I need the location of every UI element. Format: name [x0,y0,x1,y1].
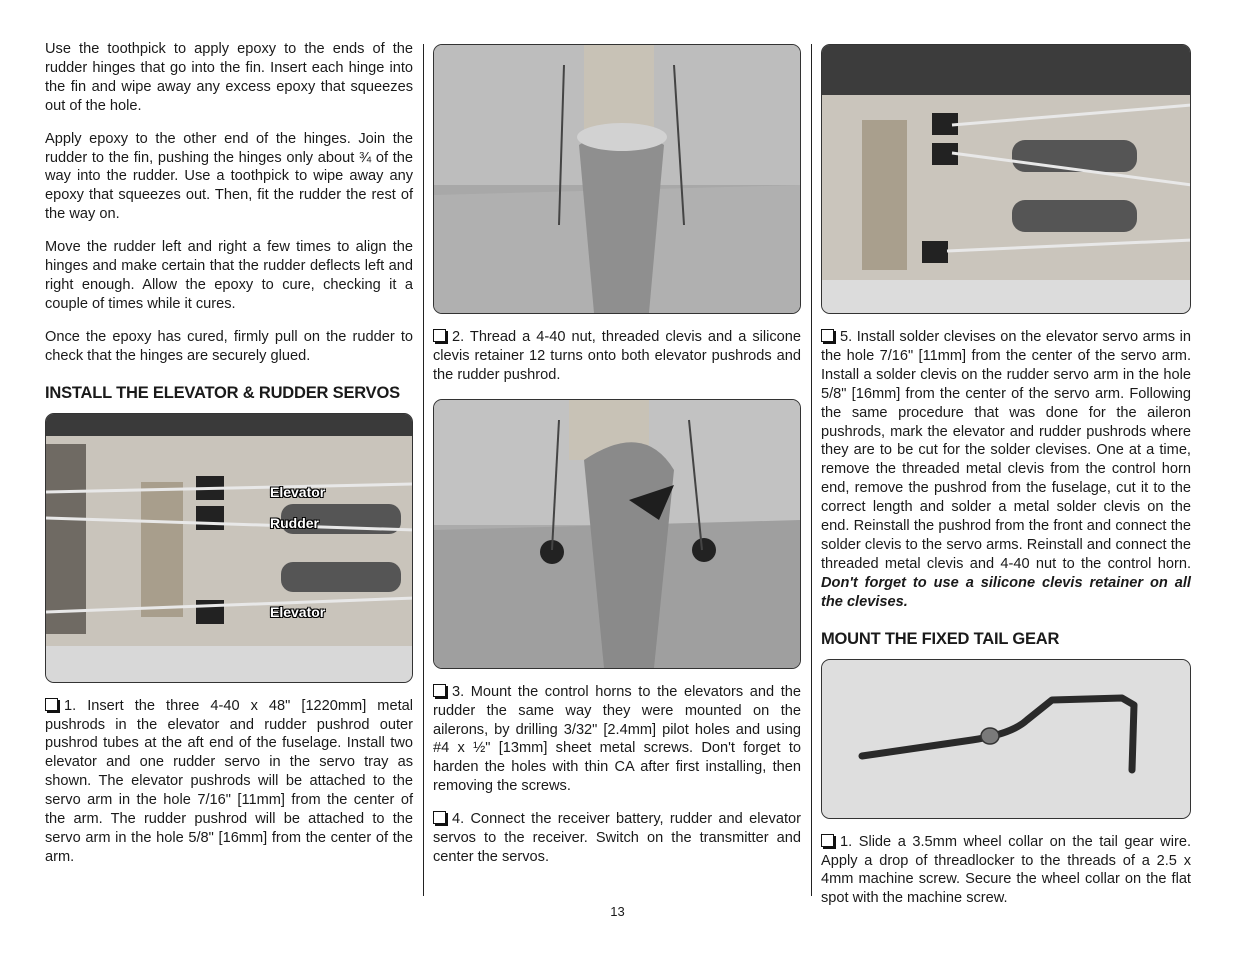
step-1: 1. Insert the three 4-40 x 48" [1220mm] metal pushrods in the elevator and rudder pushrod outer pushrod tubes at the aft end of the fuselage. Install two elevator and one rudder servo in the servo tray as shown. The elevator pushrods will be attached to the servo arm in the hole 7/16" [11mm] from the center of the arm. The rudder pushrod will be attached to the servo arm in the hole 5/8" [16mm] from the center of the arm. [45,697,413,865]
solder-clevis-photo [821,44,1191,314]
photo-label-rudder: Rudder [270,514,319,531]
section-heading: MOUNT THE FIXED TAIL GEAR [821,629,1060,648]
checkbox-icon [433,329,446,342]
paragraph: Move the rudder left and right a few times to align the hinges and make certain that the rudder deflects left and right enough. Allow the epoxy to cure, checking it a couple of times while it cures. [45,239,413,312]
column-divider [423,44,424,896]
checkbox-icon [433,811,446,824]
tail-gear-step-1: 1. Slide a 3.5mm wheel collar on the tail gear wire. Apply a drop of threadlocker to the threads of a 2.5 x 4mm machine screw. Secure the wheel collar on the flat spot with the machine screw. [821,833,1191,907]
control-horn-photo [433,399,801,669]
step-4: 4. Connect the receiver battery, rudder and elevator servos to the receiver. Switch on the transmitter and center the servos. [433,811,801,865]
paragraph: Use the toothpick to apply epoxy to the ends of the rudder hinges that go into the fin. Insert each hinge into the fin and wipe away any excess epoxy that squeezes out of the hole. [45,41,413,114]
step-3: 3. Mount the control horns to the elevators and the rudder the same way they were mounted on the ailerons, by drilling 3/32" [2.4mm] pilot holes and using #4 x ½" [13mm] sheet metal screws. Don't forget to harden the holes with thin CA after first installing, then removing the screws. [433,683,801,795]
step-5: 5. Install solder clevises on the elevator servo arms in the hole 7/16" [11mm] from the center of the servo arm. Install a solder clevis on the rudder servo arm in the hole 5/8" [16mm] from the center of the servo arm. Following the same procedure that was done for the aileron pushrods, mark the elevator and rudder pushrods where they are to be cut for the solder clevises. One at a time, remove the threaded metal clevis from the control horn end, remove the pushrod from the fuselage, cut it to the correct length and solder a metal solder clevis on the end. Reinstall the pushrod from the front and connect the solder clevis to the servo arms. Reinstall and connect the threaded metal clevis and 4-40 nut to the control horn. Don't forget to use a silicone clevis retainer on all the clevises. [821,329,1191,610]
page-number: 13 [610,904,625,919]
paragraph: Apply epoxy to the other end of the hinges. Join the rudder to the fin, pushing the hinges only about ¾ of the way into the rudder. Use a toothpick to wipe away any epoxy that squeezes out. Then, fit the rudder the rest of the way on. [45,130,413,223]
column-2 [433,40,801,881]
checkbox-icon [45,698,58,711]
photo-label-elevator: Elevator [270,603,326,620]
pushrod-clevis-photo [433,44,801,314]
paragraph: Once the epoxy has cured, firmly pull on the rudder to check that the hinges are securely glued. [45,328,413,364]
step-2: 2. Thread a 4-40 nut, threaded clevis and a silicone clevis retainer 12 turns onto both elevator pushrods and the rudder pushrod. [433,329,801,383]
tail-gear-photo [821,659,1191,819]
column-divider [811,44,812,896]
checkbox-icon [821,834,834,847]
servo-tray-photo [45,413,413,683]
checkbox-icon [433,684,446,697]
photo-label-elevator: Elevator [270,483,326,500]
column-1 [45,40,413,881]
column-3 [821,40,1191,922]
checkbox-icon [821,329,834,342]
section-heading: INSTALL THE ELEVATOR & RUDDER SERVOS [45,383,400,402]
